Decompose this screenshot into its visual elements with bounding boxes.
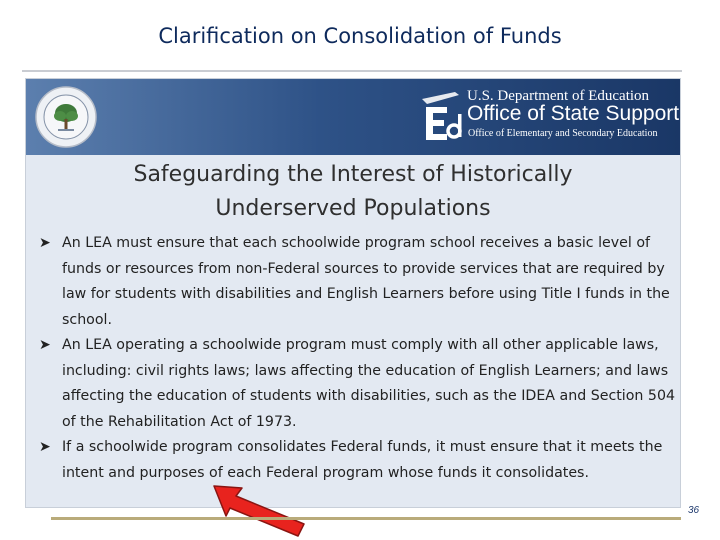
red-arrow-icon <box>212 484 308 540</box>
bullet-item <box>36 231 676 333</box>
bullet-text: If a schoolwide program consolidates Federal funds, it must ensure that it meets the intent and purposes of each Federal program whose funds it consolidates. <box>62 439 663 481</box>
bullet-text: An LEA must ensure that each schoolwide program school receives a basic level of funds or resources from non-Federal sources to provide services that are required by law for students with disabilities and English Learners before using Title I funds in the school. <box>62 235 670 328</box>
banner <box>26 79 680 155</box>
page-title: Clarification on Consolidation of Funds <box>158 24 562 48</box>
slide-heading <box>26 158 680 226</box>
org-suboffice-name: Office of Elementary and Secondary Education <box>468 128 658 139</box>
bullet-text: An LEA operating a schoolwide program must comply with all other applicable laws, including: civil rights laws; laws affecting the education of English Learners; and laws affecting the education of students with disabilities, such as the IDEA and Section 504 of the Rehabilitation Act of 1973. <box>62 337 676 430</box>
slide-heading-line-1: Safeguarding the Interest of Historically <box>133 162 573 187</box>
org-department-name: U.S. Department of Education <box>467 88 650 104</box>
department-seal-icon <box>34 85 98 149</box>
page-number: 36 <box>688 505 700 516</box>
arrowhead-bullet-icon: ➤ <box>39 235 51 251</box>
bullet-item <box>36 435 676 486</box>
slide-image <box>25 78 681 508</box>
title-divider <box>22 70 682 72</box>
bullet-item <box>36 333 676 435</box>
arrowhead-bullet-icon: ➤ <box>39 337 51 353</box>
arrowhead-bullet-icon: ➤ <box>39 439 51 455</box>
org-office-name: Office of State Support <box>467 102 680 125</box>
ed-logo-icon <box>417 90 465 146</box>
footer-divider <box>51 517 681 520</box>
slide-heading-line-2: Underserved Populations <box>215 196 491 221</box>
bullet-list <box>36 231 676 486</box>
